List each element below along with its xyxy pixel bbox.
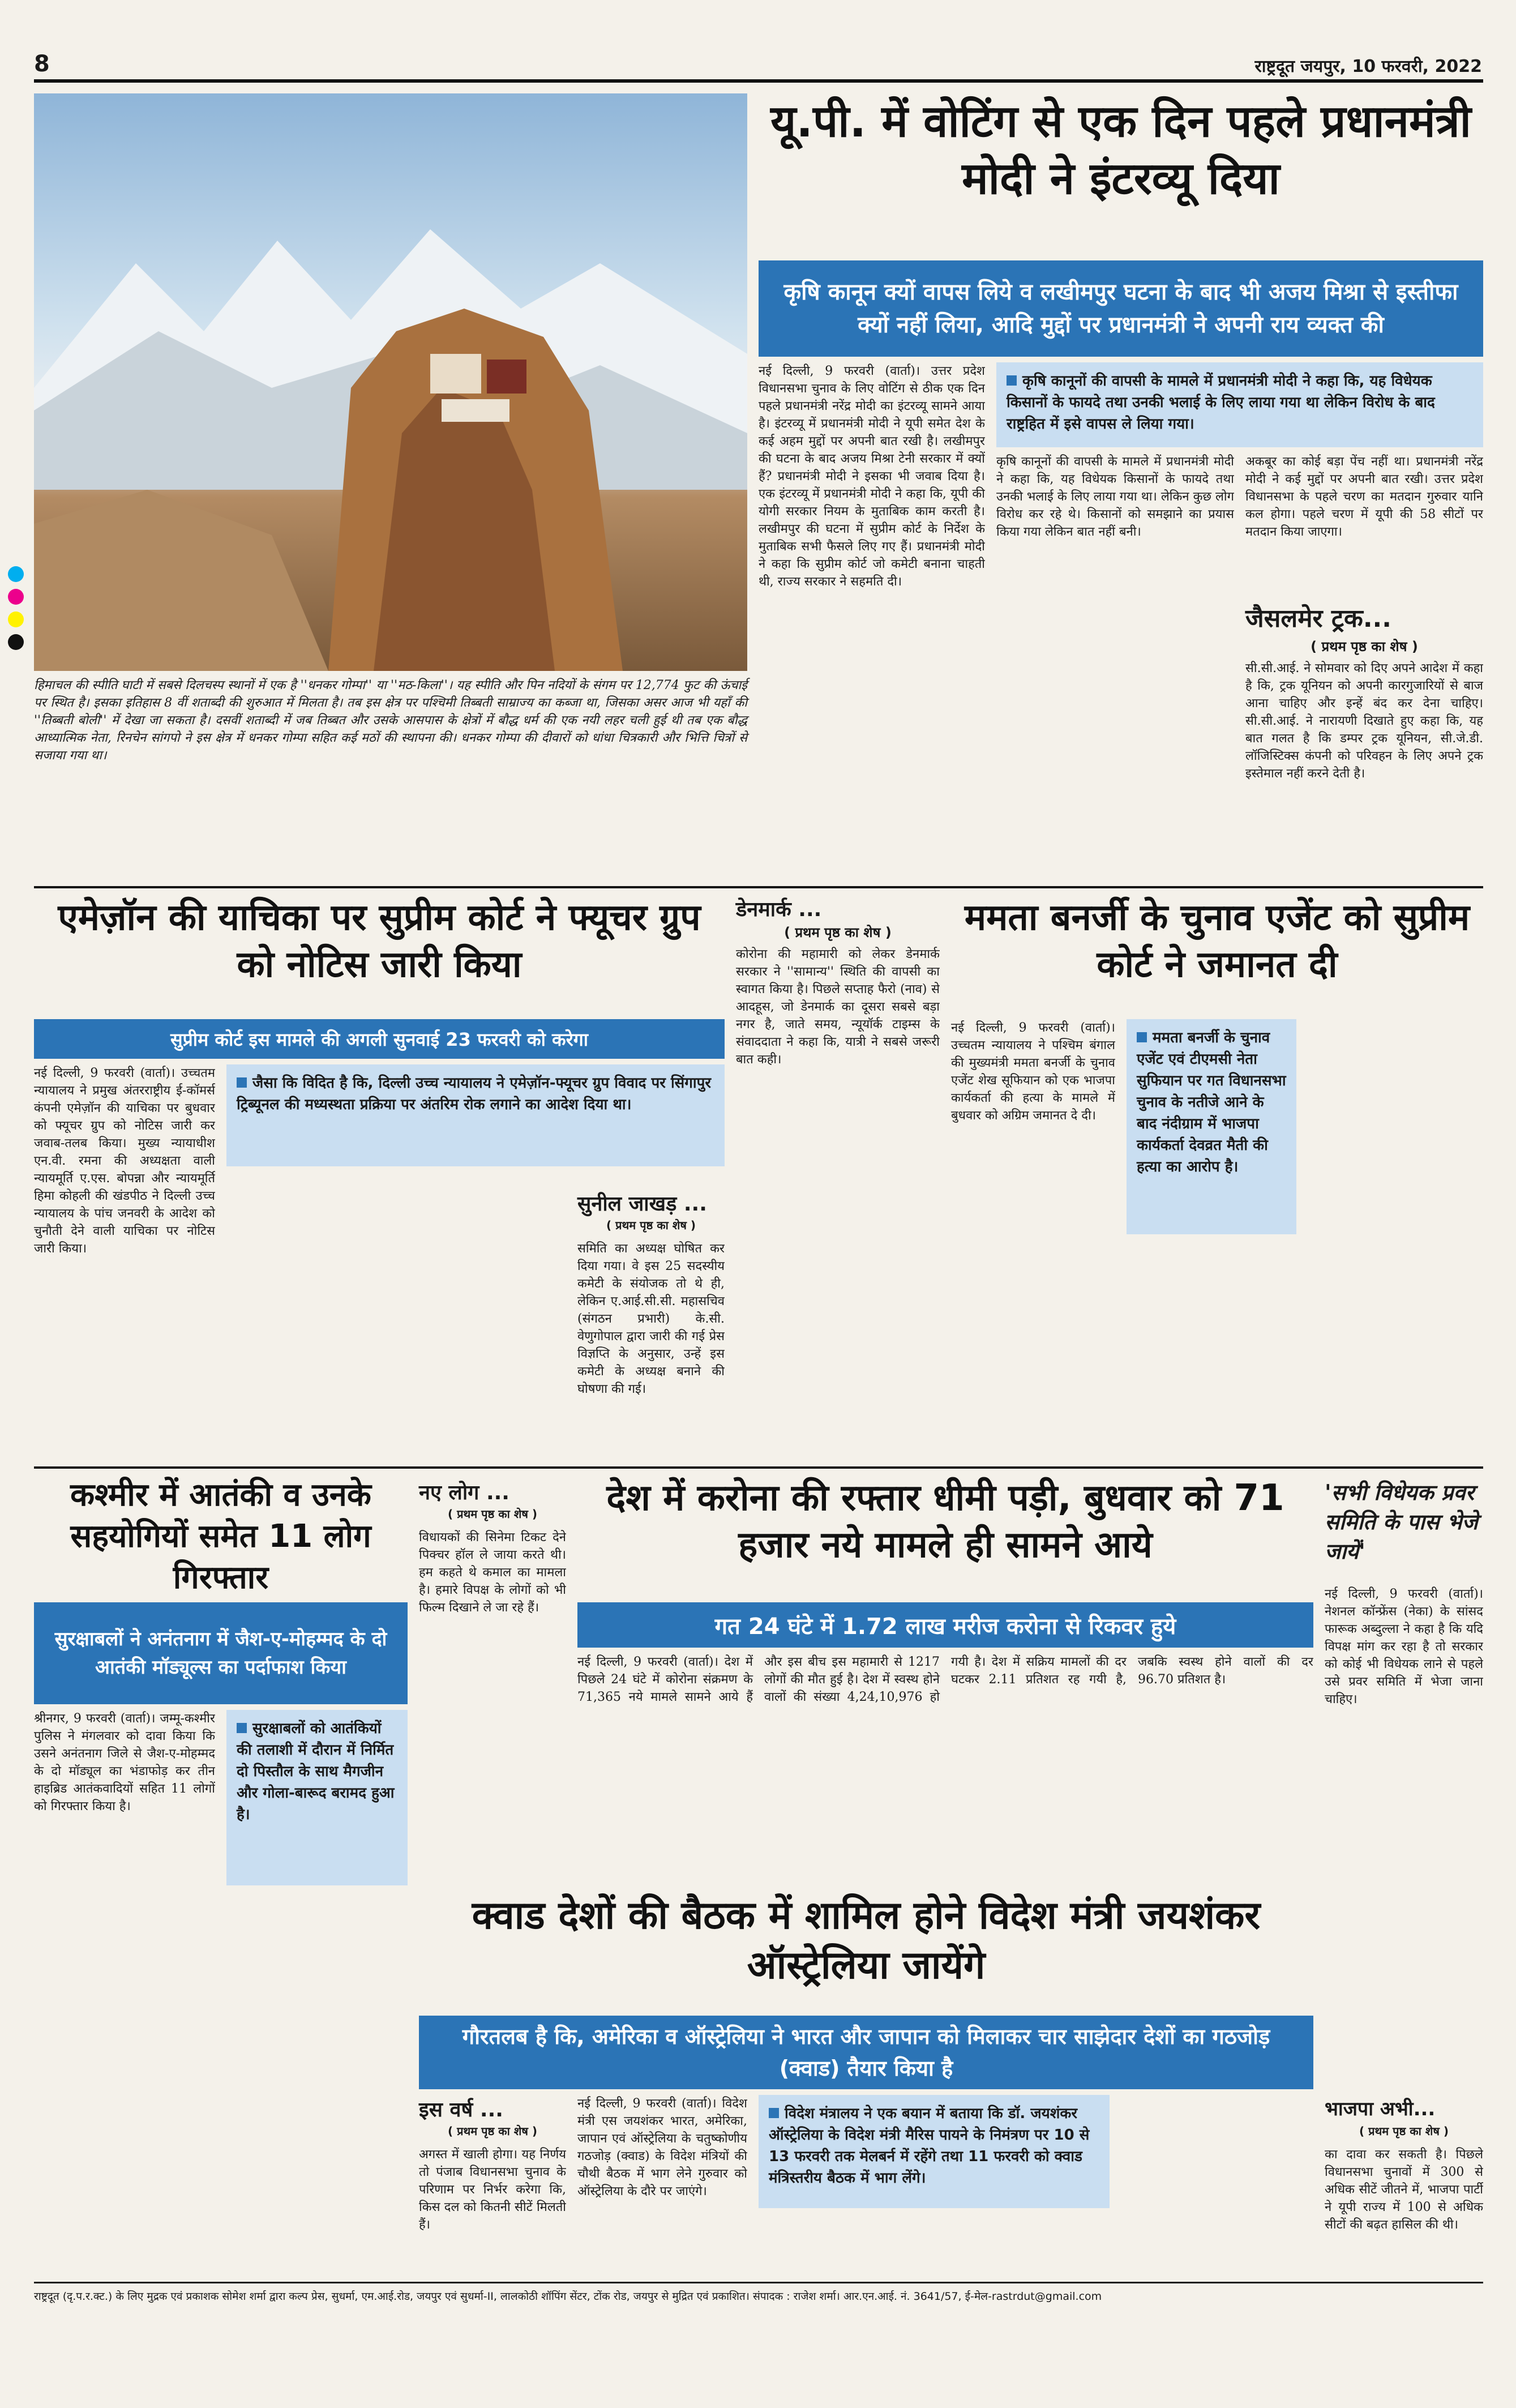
story7-body: श्रीनगर, 9 फरवरी (वार्ता)। जम्मू-कश्मीर पुलिस ने मंगलवार को दावा किया कि उसने अनंतनाग जिले से जैश-ए-मोहम्मद के दो मॉड्यूल का भंडाफोड़ कर तीन हाइब्रिड आतंकवादियों सहित 11 लोगों को गिरफ्तार किया है। xyxy=(34,1712,215,1814)
divider xyxy=(34,1466,1483,1469)
page-number: 8 xyxy=(34,51,50,77)
story1-quote xyxy=(996,362,1483,447)
headline-new-people: नए लोग ... xyxy=(419,1481,509,1504)
headline-amazon: एमेज़ॉन की याचिका पर सुप्रीम कोर्ट ने फ्यूचर ग्रुप को नोटिस जारी किया xyxy=(58,897,701,986)
story3-quote xyxy=(226,1064,725,1166)
story13-body: का दावा कर सकती है। पिछले विधानसभा चुनावों में 300 से अधिक सीटें जीतने में, भाजपा पार्टी ने यूपी राज्य में 100 से अधिक सीटों की बढ़त हासिल की थी। xyxy=(1325,2148,1483,2232)
cyan-registration-mark xyxy=(8,566,24,582)
story1-quote-text: कृषि कानूनों की वापसी के मामले में प्रधानमंत्री मोदी ने कहा कि, यह विधेयक किसानों के फायदे तथा उनकी भलाई के लिए लाया गया था लेकिन विरोध के बाद राष्ट्रहित में इसे वापस ले लिया गया। xyxy=(1007,373,1435,433)
story1-col3: अकबूर का कोई बड़ा पेंच नहीं था। प्रधानमंत्री नरेंद्र मोदी ने कई मुद्दों पर अपनी बात रखी। उत्तर प्रदेश विधानसभा के पहले चरण का मतदान गुरुवार यानि कल होगा। पहले चरण में यूपी की 58 सीटों पर मतदान किया जाएगा। xyxy=(1245,455,1483,539)
story13-kicker: ( प्रथम पृष्ठ का शेष ) xyxy=(1359,2124,1449,2138)
story2-body: सी.सी.आई. ने सोमवार को दिए अपने आदेश में कहा है कि, ट्रक यूनियन को अपनी कारगुजारियों से बाज आना चाहिए और इन्हें बंद कर देना चाहिए। सी.सी.आई. ने नारायणी दिखाते हुए कहा कि, यह बात गलत है कि डम्पर ट्रक यूनियन, सी.जे.डी. लॉजिस्टिक्स कंपनी को परिवहन के लिए अपने ट्रक इस्तेमाल नहीं करने देती है। xyxy=(1245,661,1483,781)
divider xyxy=(34,886,1483,888)
magenta-registration-mark xyxy=(8,589,24,605)
story8-kicker: ( प्रथम पृष्ठ का शेष ) xyxy=(447,1507,538,1521)
story4-quote-text: ममता बनर्जी के चुनाव एजेंट एवं टीएमसी नेता सुफियान पर गत विधानसभा चुनाव के नतीजे आने के बाद नंदीग्राम में भाजपा कार्यकर्ता देवव्रत मैती की हत्या का आरोप है। xyxy=(1137,1029,1286,1175)
headline-jakhar: सुनील जाखड़ ... xyxy=(577,1192,707,1216)
black-registration-mark xyxy=(8,634,24,650)
photo-caption: हिमाचल की स्पीति घाटी में सबसे दिलचस्प स्थानों में एक है ''धनकर गोम्पा'' या ''मठ-किला''। यह स्पीति और पिन नदियों के संगम पर 12,774 फुट की ऊंचाई पर स्थित है। इसका इतिहास 8 वीं शताब्दी की शुरुआत में मिलता है। तब इस क्षेत्र पर पश्चिमी तिब्बती साम्राज्य का कब्जा था, जिसका असर आज भी यहाँ की ''तिब्बती बोली'' में देखा जा सकता है। दसवीं शताब्दी में जब तिब्बत और उसके आसपास के क्षेत्रों में बौद्ध धर्म की एक नयी लहर चली हुई थी तब एक बौद्ध आध्यात्मिक नेता, रिनचेन सांगपो ने इस क्षेत्र में धनकर गोम्पा सहित कई मठों की स्थापना की। धनकर गोम्पा की दीवारों को धांधा चित्रकारी और भित्ति चित्रों से सजाया गया था। xyxy=(34,678,747,763)
deck-amazon: सुप्रीम कोर्ट इस मामले की अगली सुनवाई 23 फरवरी को करेगा xyxy=(34,1019,725,1059)
story4-quote xyxy=(1127,1019,1296,1234)
headline-this-year: इस वर्ष ... xyxy=(419,2098,503,2122)
story11-body: नई दिल्ली, 9 फरवरी (वार्ता)। विदेश मंत्री एस जयशंकर भारत, अमेरिका, जापान एवं ऑस्ट्रेलिया के चतुष्कोणीय गठजोड़ (क्वाड) के विदेश मंत्रियों की चौथी बैठक में भाग लेने गुरुवार को ऑस्ट्रेलिया के दौरे पर जाएंगे। xyxy=(577,2097,747,2199)
story3-body: नई दिल्ली, 9 फरवरी (वार्ता)। उच्चतम न्यायालय ने प्रमुख अंतरराष्ट्रीय ई-कॉमर्स कंपनी एमेज़ॉन की याचिका पर बुधवार को फ्यूचर ग्रुप को नोटिस जारी कर जवाब-तलब किया। मुख्य न्यायाधीश एन.वी. रमना की अध्यक्षता वाली न्यायमूर्ति ए.एस. बोपन्ना और न्यायमूर्ति हिमा कोहली की खंडपीठ ने दिल्ली उच्च न्यायालय के पांच जनवरी के आदेश को चुनौती देने वाली याचिका पर नोटिस जारी किया। xyxy=(34,1066,215,1256)
bullet-square xyxy=(237,1723,247,1733)
deck-corona: गत 24 घंटे में 1.72 लाख मरीज करोना से रिकवर हुये xyxy=(577,1602,1313,1648)
headline-corona: देश में करोना की रफ्तार धीमी पड़ी, बुधवार को 71 हजार नये मामले ही सामने आये xyxy=(606,1477,1284,1567)
headline-bjp: भाजपा अभी... xyxy=(1325,2098,1436,2120)
yellow-registration-mark xyxy=(8,611,24,627)
headline-mamata: ममता बनर्जी के चुनाव एजेंट को सुप्रीम कोर्ट ने जमानत दी xyxy=(964,897,1470,986)
headline-committee: 'सभी विधेयक प्रवर समिति के पास भेजे जायें' xyxy=(1325,1480,1478,1564)
landscape-illustration xyxy=(34,93,747,671)
story8-body: विधायकों की सिनेमा टिकट देने पिक्चर हॉल ले जाया करते थी। हम कहते थे कमाल का मामला है। हमारे विपक्ष के लोगों को भी फिल्म दिखाने ले जा रहे हैं। xyxy=(419,1530,566,1615)
deck-modi-interview: कृषि कानून क्यों वापस लिये व लखीमपुर घटना के बाद भी अजय मिश्रा से इस्तीफा क्यों नहीं लिया, आदि मुद्दों पर प्रधानमंत्री ने अपनी राय व्यक्त की xyxy=(759,260,1483,357)
story6-body: समिति का अध्यक्ष घोषित कर दिया गया। वे इस 25 सदस्यीय कमेटी के संयोजक तो थे ही, लेकिन ए.आई.सी.सी. महासचिव (संगठन प्रभारी) के.सी. वेणुगोपाल द्वारा जारी की गई प्रेस विज्ञप्ति के अनुसार, उन्हें इस कमेटी के अध्यक्ष बनाने की घोषणा की गई। xyxy=(577,1242,725,1396)
bullet-square xyxy=(237,1077,247,1088)
story7-quote-text: सुरक्षाबलों को आतंकियों की तलाशी में दौरान में निर्मित दो पिस्तौल के साथ मैगजीन और गोला-बारूद बरामद हुआ है। xyxy=(237,1720,395,1823)
monastery-photo xyxy=(34,93,747,671)
story6-kicker: ( प्रथम पृष्ठ का शेष ) xyxy=(606,1218,696,1232)
deck-quad: गौरतलब है कि, अमेरिका व ऑस्ट्रेलिया ने भारत और जापान को मिलाकर चार साझेदार देशों का गठजोड़ (क्वाड) तैयार किया है xyxy=(419,2016,1313,2089)
headline-kashmir: कश्मीर में आतंकी व उनके सहयोगियों समेत 11 लोग गिरफ्तार xyxy=(70,1477,371,1596)
bullet-square xyxy=(1007,375,1017,386)
dateline: राष्ट्रदूत जयपुर, 10 फरवरी, 2022 xyxy=(1254,57,1482,76)
story5-body: कोरोना की महामारी को लेकर डेनमार्क सरकार ने ''सामान्य'' स्थिति की वापसी का स्वागत किया है। पिछले सप्ताह फैरो (नाव) से आदहूस, जो डेनमार्क का दूसरा सबसे बड़ा नगर है, जाते समय, न्यूयॉर्क टाइम्स के संवाददाता ने कहा कि, यात्री ने सबसे जरूरी बात कही। xyxy=(736,947,940,1067)
story2-kicker: ( प्रथम पृष्ठ का शेष ) xyxy=(1311,639,1418,655)
story10-body: नई दिल्ली, 9 फरवरी (वार्ता)। नेशनल कॉन्फ्रेंस (नेका) के सांसद फारूक अब्दुल्ला ने कहा है कि यदि विपक्ष मांग कर रहा है तो सरकार को कोई भी विधेयक लाने से पहले उसे प्रवर समिति में भेजा जाना चाहिए। xyxy=(1325,1587,1483,1706)
story1-col1: नई दिल्ली, 9 फरवरी (वार्ता)। उत्तर प्रदेश विधानसभा चुनाव के लिए वोटिंग से ठीक एक दिन पहले प्रधानमंत्री नरेंद्र मोदी का इंटरव्यू सामने आया है। इंटरव्यू में प्रधानमंत्री मोदी ने यूपी समेत देश के कई अहम मुद्दों पर अपनी बात रखी है। लखीमपुर की घटना के बाद अजय मिश्रा टेनी सरकार में क्यों हैं? प्रधानमंत्री मोदी ने इसका भी जवाब दिया है। एक इंटरव्यू में प्रधानमंत्री मोदी ने कहा कि, यूपी की योगी सरकार नियम के मुताबिक काम करती है। लखीमपुर की घटना में सुप्रीम कोर्ट के निर्देश के मुताबिक सभी फैसले लिए गए हैं। प्रधानमंत्री मोदी ने कहा कि सुप्रीम कोर्ट जो कमेटी बनाना चाहती थी, राज्य सरकार ने सहमति दी। xyxy=(759,364,985,589)
story3-quote-text: जैसा कि विदित है कि, दिल्ली उच्च न्यायालय ने एमेज़ॉन-फ्यूचर ग्रुप विवाद पर सिंगापुर ट्रिब्यूनल की मध्यस्थता प्रक्रिया पर अंतरिम रोक लगाने का आदेश दिया था। xyxy=(237,1075,712,1113)
story12-kicker: ( प्रथम पृष्ठ का शेष ) xyxy=(447,2124,538,2138)
story11-quote-text: विदेश मंत्रालय ने एक बयान में बताया कि डॉ. जयशंकर ऑस्ट्रेलिया के विदेश मंत्री मैरिस पायने के निमंत्रण पर 10 से 13 फरवरी तक मेलबर्न में रहेंगे तथा 11 फरवरी को क्वाड मंत्रिस्तरीय बैठक में भाग लेंगे। xyxy=(769,2105,1090,2187)
deck-kashmir: सुरक्षाबलों ने अनंतनाग में जैश-ए-मोहम्मद के दो आतंकी मॉड्यूल्स का पर्दाफाश किया xyxy=(34,1602,408,1704)
headline-modi-interview: यू.पी. में वोटिंग से एक दिन पहले प्रधानमंत्री मोदी ने इंटरव्यू दिया xyxy=(770,96,1471,205)
story1-col2: कृषि कानूनों की वापसी के मामले में प्रधानमंत्री मोदी ने कहा कि, यह विधेयक किसानों के फायदे तथा उनकी भलाई के लिए लाया गया था। लेकिन कुछ लोग विरोध कर रहे थे। किसानों को समझाने का प्रयास किया गया लेकिन बात नहीं बनी। xyxy=(996,455,1234,539)
story7-quote xyxy=(226,1710,408,1885)
story9-body: नई दिल्ली, 9 फरवरी (वार्ता)। देश में पिछले 24 घंटे में कोरोना संक्रमण के 71,365 नये मामले सामने आये हैं और इस बीच इस महामारी से 1217 लोगों की मौत हुई है। देश में स्वस्थ होने वालों की संख्या 4,24,10,976 हो गयी है। देश में सक्रिय मामलों की दर घटकर 2.11 प्रतिशत रह गयी है, जबकि स्वस्थ होने वालों की दर 96.70 प्रतिशत है। xyxy=(577,1655,1313,1704)
bullet-square xyxy=(1137,1032,1147,1042)
story12-body: अगस्त में खाली होगा। यह निर्णय तो पंजाब विधानसभा चुनाव के परिणाम पर निर्भर करेगा कि, किस दल को कितनी सीटें मिलती हैं। xyxy=(419,2148,566,2232)
story11-quote xyxy=(759,2095,1110,2208)
headline-denmark: डेनमार्क ... xyxy=(736,898,822,921)
story5-kicker: ( प्रथम पृष्ठ का शेष ) xyxy=(784,925,892,940)
story4-body: नई दिल्ली, 9 फरवरी (वार्ता)। उच्चतम न्यायालय ने पश्चिम बंगाल की मुख्यमंत्री ममता बनर्जी के चुनाव एजेंट शेख सूफियान को एक भाजपा कार्यकर्ता की हत्या के मामले में बुधवार को अग्रिम जमानत दे दी। xyxy=(951,1021,1115,1123)
headline-quad: क्वाड देशों की बैठक में शामिल होने विदेश मंत्री जयशंकर ऑस्ट्रेलिया जायेंगे xyxy=(472,1893,1261,1988)
headline-jaisalmer: जैसलमेर ट्रक... xyxy=(1245,604,1391,633)
imprint-footer: राष्ट्रदूत (दृ.प.र.क्ट.) के लिए मुद्रक एवं प्रकाशक सोमेश शर्मा द्वारा कल्प प्रेस, सुधर्मा, एम.आई.रोड, जयपुर एवं सुधर्मा-II, लालकोठी शॉपिंग सेंटर, टोंक रोड, जयपुर से मुद्रित एवं प्रकाशित। संपादक : राजेश शर्मा। आर.एन.आई. नं. 3641/57, ई-मेल-rastrdut@gmail.com xyxy=(34,2282,1483,2305)
bullet-square xyxy=(769,2108,779,2118)
